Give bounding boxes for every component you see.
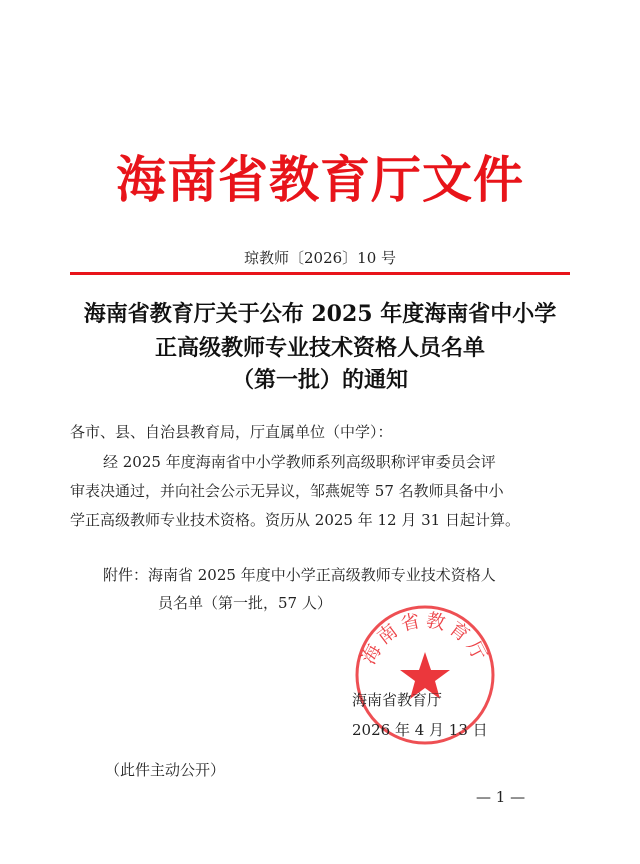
- notice-title-line-3: （第一批）的通知: [231, 367, 408, 393]
- disclosure-note: （此件主动公开）: [105, 761, 226, 779]
- body-line-3: 学正高级教师专业技术资格。资历从 2025 年 12 月 31 日起计算。: [70, 511, 520, 529]
- issue-date: 2026 年 4 月 13 日: [352, 721, 488, 739]
- notice-title-line-2: 正高级教师专业技术资格人员名单: [154, 335, 485, 361]
- body-line-2: 审表决通过，并向社会公示无异议，邹燕妮等 57 名教师具备中小: [70, 482, 504, 500]
- issuer-name: 海南省教育厅: [352, 691, 443, 709]
- page-number: — 1 —: [476, 788, 526, 806]
- document-number: 琼教师〔2026〕10 号: [243, 249, 397, 267]
- attachment-line-2: 员名单（第一批，57 人）: [158, 594, 332, 612]
- addressee: 各市、县、自治县教育局，厅直属单位（中学）：: [70, 423, 393, 441]
- red-divider-line: [70, 272, 570, 275]
- attachment-line-1: 附件：海南省 2025 年度中小学正高级教师专业技术资格人: [103, 566, 496, 584]
- body-line-1: 经 2025 年度海南省中小学教师系列高级职称评审委员会评: [103, 453, 496, 471]
- masthead-title: 海南省教育厅文件: [116, 151, 524, 209]
- notice-title-line-1: 海南省教育厅关于公布 2025 年度海南省中小学: [83, 301, 557, 327]
- seal-text: 海南省教育厅: [357, 609, 493, 668]
